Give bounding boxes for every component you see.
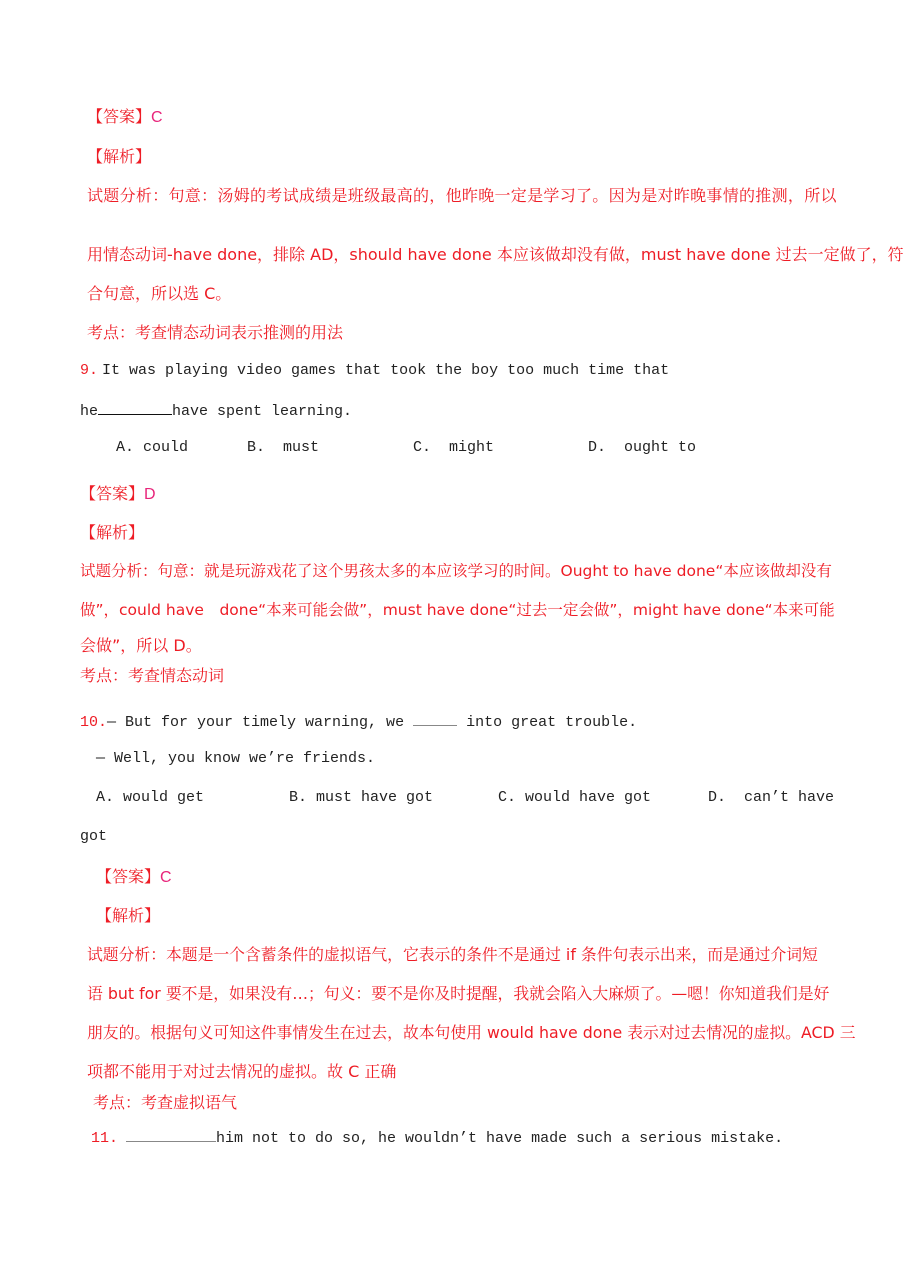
q10-option-a: A. would get — [96, 789, 205, 806]
q9-analysis-label: 【解析】 — [80, 523, 145, 542]
q9-point: 考点：考查情态动词 — [80, 666, 225, 685]
question-number: 9. — [80, 362, 99, 379]
q9-option-d: D. ought to — [588, 439, 697, 456]
q9-analysis-line-1: 试题分析：句意：就是玩游戏花了这个男孩太多的本应该学习的时间。Ought to have done“本应该做却没有 — [80, 562, 832, 580]
answer-label: 【答案】 — [96, 867, 161, 886]
question-number: 11. — [91, 1130, 119, 1147]
stem-text: he — [80, 403, 99, 420]
q10-analysis-line-2: 语 but for 要不是，如果没有…；句义：要不是你及时提醒，我就会陷入大麻烦了。—嗯！你知道我们是好 — [87, 984, 830, 1003]
q10-analysis-line-3: 朋友的。根据句义可知这件事情发生在过去，故本句使用 would have done 表示对过去情况的虚拟。ACD 三 — [87, 1023, 856, 1042]
answer-blank — [413, 711, 457, 726]
q10-stem-line-1 — [80, 711, 637, 731]
q8-analysis-line-1: 试题分析：句意：汤姆的考试成绩是班级最高的，他昨晚一定是学习了。因为是对昨晚事情的推测，所以 — [87, 186, 837, 205]
q9-analysis-line-2: 做”，could have done“本来可能会做”，must have done“过去一定会做”，might have done“本来可能 — [80, 601, 835, 619]
q8-answer-row — [87, 104, 163, 127]
q10-analysis-line-4: 项都不能用于对过去情况的虚拟。故 C 正确 — [87, 1062, 397, 1081]
answer-blank — [98, 400, 172, 415]
answer-value: D — [144, 486, 156, 503]
q8-analysis-line-2: 用情态动词-have done，排除 AD，should have done 本应该做却没有做，must have done 过去一定做了，符 — [87, 245, 904, 264]
question-number: 10. — [80, 714, 108, 731]
q10-option-c: C. would have got — [498, 789, 652, 806]
answer-label: 【答案】 — [80, 484, 145, 503]
q9-option-b: B. must — [247, 439, 320, 456]
stem-text: into great trouble. — [457, 714, 638, 731]
q10-option-b: B. must have got — [289, 789, 434, 806]
q9-option-a: A. could — [116, 439, 189, 456]
q11-stem — [91, 1127, 783, 1147]
stem-text: — But for your timely warning, we — [107, 714, 414, 731]
q10-analysis-label: 【解析】 — [96, 906, 161, 925]
q10-option-d-wrap: got — [80, 828, 108, 845]
q10-point: 考点：考查虚拟语气 — [93, 1093, 238, 1112]
stem-text: him not to do so, he wouldn’t have made such a serious mistake. — [216, 1130, 784, 1147]
q9-analysis-line-3: 会做”，所以 D。 — [80, 636, 202, 655]
q8-analysis-line-3: 合句意，所以选 C。 — [87, 284, 232, 303]
q9-option-c: C. might — [413, 439, 495, 456]
q9-answer-row — [80, 481, 156, 504]
answer-blank — [126, 1127, 216, 1142]
q10-answer-row — [96, 864, 172, 887]
q8-point: 考点：考查情态动词表示推测的用法 — [87, 323, 344, 342]
q10-analysis-line-1: 试题分析：本题是一个含蓄条件的虚拟语气，它表示的条件不是通过 if 条件句表示出来，而是通过介词短 — [87, 945, 818, 964]
answer-value: C — [151, 109, 163, 126]
question-text: It was playing video games that took the boy too much time that — [102, 362, 670, 379]
q10-stem-line-2: — Well, you know we’re friends. — [96, 750, 376, 767]
q10-option-d: D. can’t have — [708, 789, 835, 806]
q9-stem-line-1 — [80, 361, 669, 379]
answer-label: 【答案】 — [87, 107, 152, 126]
answer-value: C — [160, 869, 172, 886]
q9-stem-line-2 — [80, 400, 352, 420]
q8-analysis-label: 【解析】 — [87, 147, 152, 166]
stem-text: have spent learning. — [172, 403, 353, 420]
